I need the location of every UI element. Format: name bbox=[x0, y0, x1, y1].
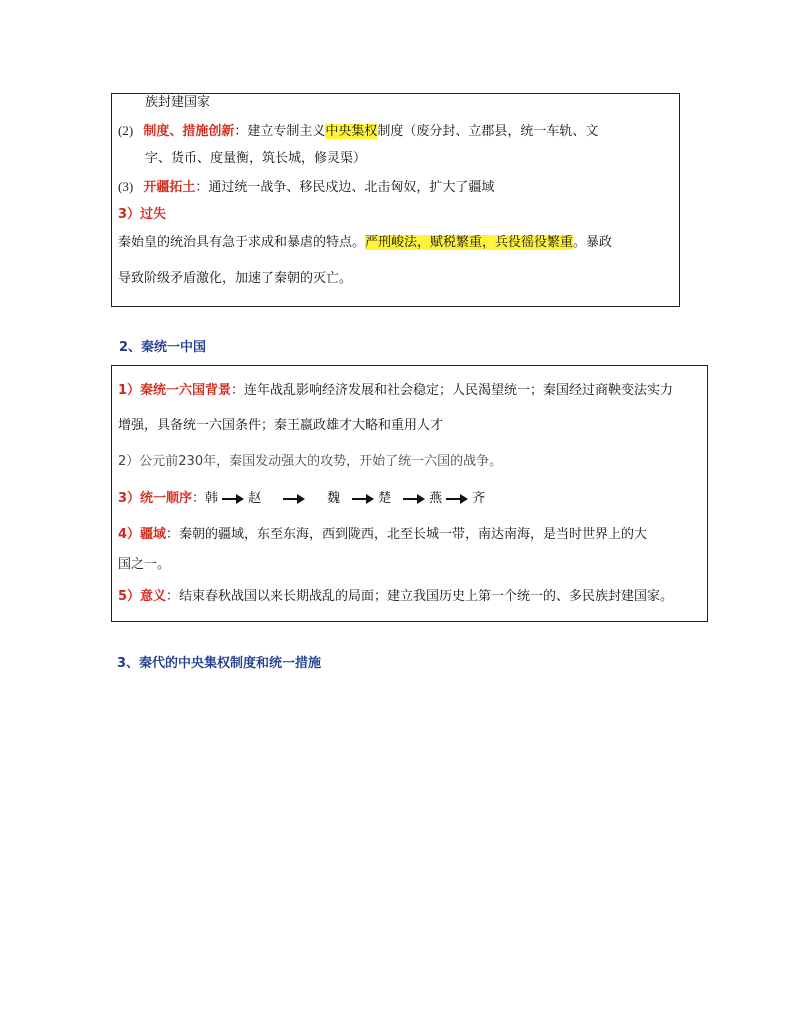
highlight-text: 严刑峻法，赋税繁重，兵役徭役繁重 bbox=[365, 235, 574, 250]
item-title: 制度、措施创新 bbox=[143, 124, 235, 139]
item-text: 公元前230年，秦国发动强大的攻势，开始了统一六国的战争。 bbox=[139, 454, 503, 469]
paragraph-line: 导致阶级矛盾激化，加速了秦朝的灭亡。 bbox=[118, 271, 353, 286]
unification-order bbox=[118, 490, 485, 508]
paragraph-text: 秦始皇的统治具有急于求成和暴虐的特点。 bbox=[118, 235, 366, 250]
state-name: 赵 bbox=[248, 491, 262, 506]
item-number: (2) bbox=[118, 123, 134, 138]
paragraph-text: 。暴政 bbox=[573, 235, 613, 250]
item-text: ：建立专制主义 bbox=[234, 124, 326, 139]
text-line: 族封建国家 bbox=[145, 95, 211, 110]
territory-line bbox=[118, 526, 647, 544]
item-number: 2） bbox=[118, 454, 140, 469]
text-line: 国之一。 bbox=[118, 557, 171, 572]
item-expansion bbox=[118, 178, 494, 197]
item-title: 3）统一顺序 bbox=[118, 491, 193, 506]
state-name: 韩 bbox=[205, 491, 219, 506]
summary-box-1 bbox=[111, 93, 680, 307]
section-title: 3）过失 bbox=[118, 207, 167, 222]
item-institution bbox=[118, 122, 598, 141]
item-text: ： bbox=[192, 491, 206, 506]
paragraph-line bbox=[118, 234, 612, 252]
item-title: 5）意义 bbox=[118, 589, 167, 604]
item-title: 1）秦统一六国背景 bbox=[118, 383, 232, 398]
arrow-right-icon bbox=[222, 494, 244, 504]
highlight-text: 中央集权 bbox=[325, 124, 378, 139]
item-text: ：通过统一战争、移民戍边、北击匈奴，扩大了疆域 bbox=[195, 180, 495, 195]
section-heading: 3、秦代的中央集权制度和统一措施 bbox=[117, 656, 322, 671]
state-name: 楚 bbox=[378, 491, 392, 506]
item-text: ：结束春秋战国以来长期战乱的局面；建立我国历史上第一个统一的、多民族封建国家。 bbox=[166, 589, 674, 604]
text-line: 增强，具备统一六国条件；秦王嬴政雄才大略和重用人才 bbox=[118, 418, 444, 433]
item-text: 制度（废分封、立郡县，统一车轨、文 bbox=[377, 124, 599, 139]
text-line: 字、货币、度量衡，筑长城，修灵渠） bbox=[145, 151, 367, 166]
arrow-right-icon bbox=[283, 494, 305, 504]
arrow-right-icon bbox=[446, 494, 468, 504]
state-name: 齐 bbox=[472, 491, 486, 506]
item-title: 开疆拓土 bbox=[143, 180, 196, 195]
item-text: ：连年战乱影响经济发展和社会稳定；人民渴望统一；秦国经过商鞅变法实力 bbox=[231, 383, 674, 398]
state-name: 魏 bbox=[327, 491, 341, 506]
war-start-line bbox=[118, 453, 502, 471]
background-line bbox=[118, 382, 673, 400]
state-name: 燕 bbox=[429, 491, 443, 506]
section-heading: 2、秦统一中国 bbox=[119, 340, 207, 355]
item-text: ：秦朝的疆域，东至东海，西到陇西，北至长城一带，南达南海，是当时世界上的大 bbox=[166, 527, 648, 542]
item-number: (3) bbox=[118, 179, 134, 194]
summary-box-2 bbox=[111, 365, 708, 622]
arrow-right-icon bbox=[352, 494, 374, 504]
arrow-right-icon bbox=[403, 494, 425, 504]
significance-line bbox=[118, 588, 673, 606]
item-title: 4）疆域 bbox=[118, 527, 167, 542]
